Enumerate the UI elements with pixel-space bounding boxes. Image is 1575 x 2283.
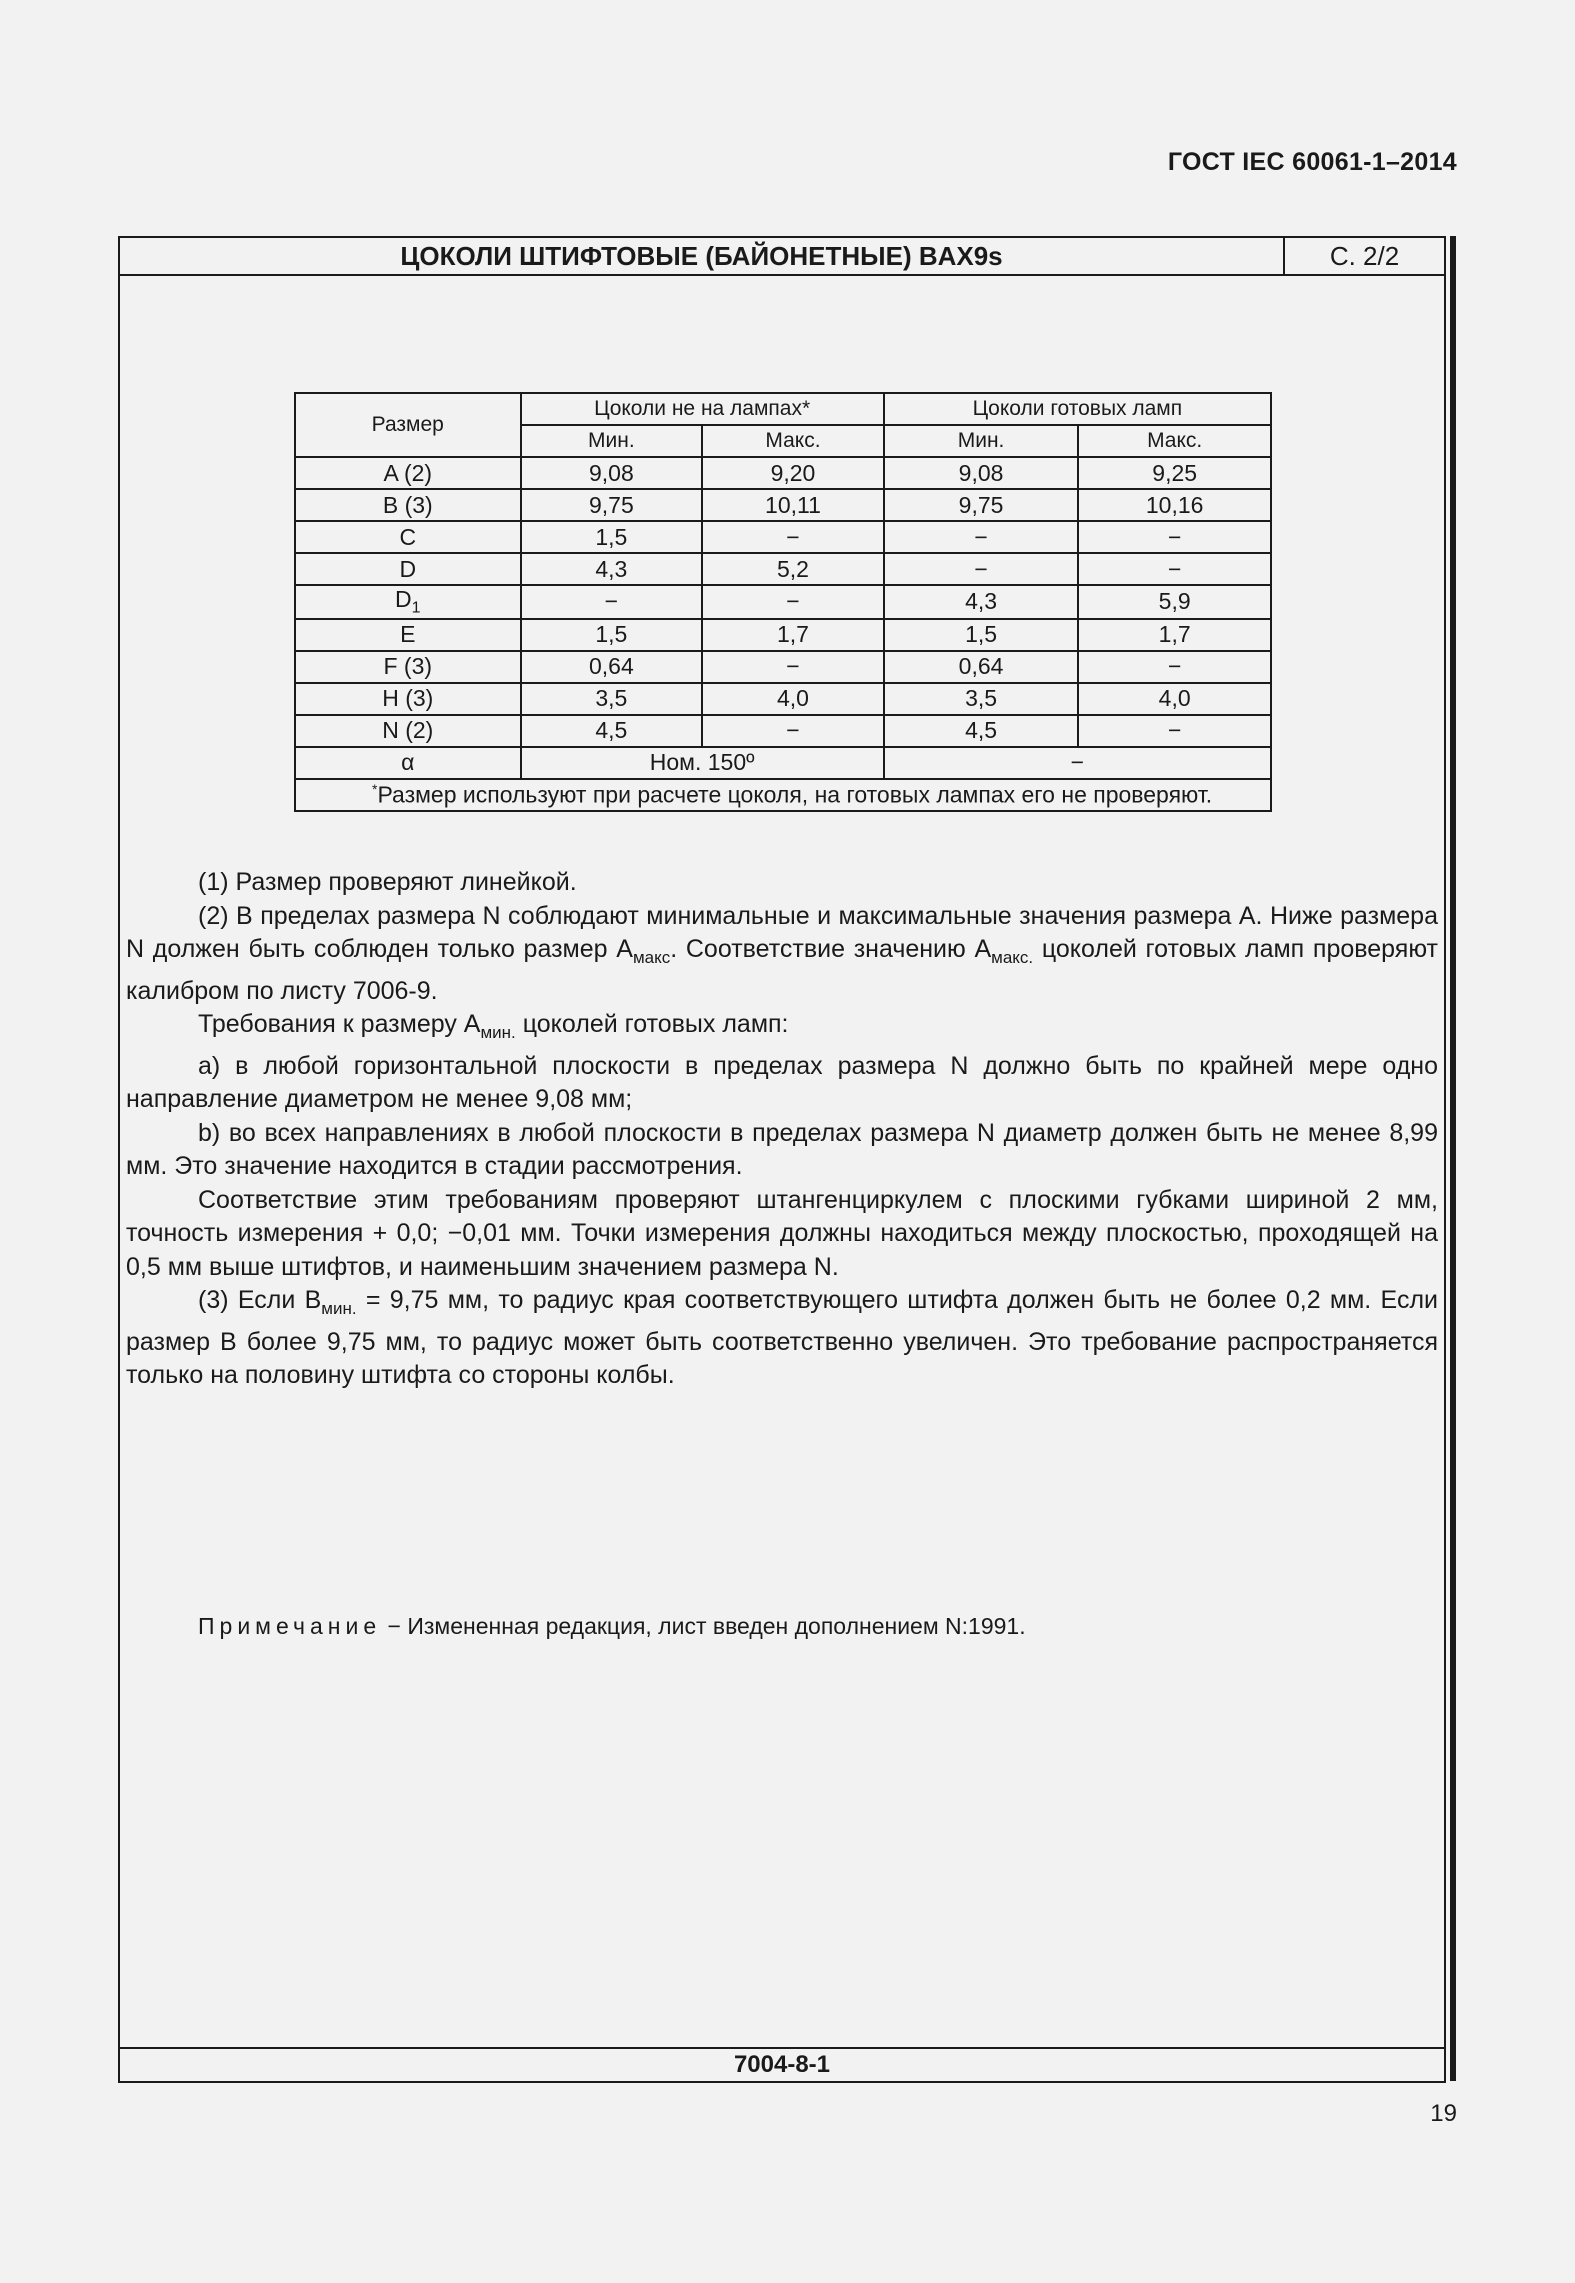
table-row: [295, 619, 1271, 651]
header-size: Размер: [295, 393, 521, 457]
sheet-footer-code: 7004-8-1: [120, 2047, 1444, 2081]
row-value: 9,08: [521, 457, 703, 489]
note-2: [126, 900, 1438, 1009]
table-row: [295, 457, 1271, 489]
note-7-text-a: (3) Если В: [198, 1286, 322, 1314]
table-footnote: [295, 779, 1271, 811]
row-value: −: [1078, 715, 1271, 747]
row-value: 4,3: [521, 553, 703, 585]
row-alpha-value-lamps: −: [884, 747, 1271, 779]
sheet-page-ref: С. 2/2: [1283, 238, 1444, 274]
note-3-text-a: Требования к размеру А: [198, 1010, 481, 1038]
row-value: 9,25: [1078, 457, 1271, 489]
note-4: а) в любой горизонтальной плоскости в пределах размера N должно быть по крайней мере одно направление диаметром не менее 9,08 мм;: [126, 1051, 1438, 1113]
row-value: 5,9: [1078, 585, 1271, 619]
note-7-text-b: = 9,75 мм, то радиус края соответствующего штифта должен быть не более 0,2 мм. Если размер В более 9,75 мм, то радиус может быть соответственно увеличен. Это требование распространяется только на половину штифта со стороны колбы.: [126, 1286, 1438, 1389]
table-row: [295, 521, 1271, 553]
row-name: C: [295, 521, 521, 553]
row-name: E: [295, 619, 521, 651]
row-value: 3,5: [521, 683, 703, 715]
row-value: 1,5: [521, 619, 703, 651]
remark-label: Примечание: [198, 1613, 382, 1639]
note-3-sub: мин.: [480, 1023, 516, 1042]
row-value: −: [1078, 553, 1271, 585]
row-name: $D_1$: [295, 585, 521, 619]
row-value: −: [884, 521, 1079, 553]
frame-edge: [1450, 236, 1456, 2081]
remark-text: − Измененная редакция, лист введен дополнением N:1991.: [381, 1613, 1026, 1639]
row-value: 9,08: [884, 457, 1079, 489]
dimensions-table: [294, 392, 1272, 812]
note-2-text-a: (2) В пределах размера N соблюдают минимальные и максимальные значения размера А. Ниже размера N должен быть соблюден только размер А: [126, 901, 1438, 963]
row-value: −: [702, 521, 884, 553]
note-3: [126, 1008, 1438, 1050]
row-value: 1,7: [1078, 619, 1271, 651]
header-max: Макс.: [1078, 425, 1271, 457]
table-row: [295, 651, 1271, 683]
row-value: 1,5: [884, 619, 1079, 651]
row-value: −: [1078, 521, 1271, 553]
table-body: [295, 457, 1271, 747]
header-group-bases: Цоколи не на лампах*: [521, 393, 884, 425]
footnote-mark: *: [372, 780, 378, 797]
footnote-text: Размер используют при расчете цоколя, на готовых лампах его не проверяют.: [377, 781, 1213, 808]
sheet-frame: [118, 236, 1446, 2083]
note-7-sub: мин.: [321, 1299, 357, 1318]
row-value: −: [884, 553, 1079, 585]
row-name: N (2): [295, 715, 521, 747]
row-value: −: [702, 585, 884, 619]
note-6: Соответствие этим требованиям проверяют штангенциркулем с плоскими губками шириной 2 мм, точность измерения + 0,0; −0,01 мм. Точки измерения должны находиться между плоскостью, проходящей на 0,5 мм выше штифтов, и наименьшим значением размера N.: [126, 1185, 1438, 1281]
row-alpha-name: α: [295, 747, 521, 779]
row-value: 1,5: [521, 521, 703, 553]
table-row: [295, 553, 1271, 585]
row-name: F (3): [295, 651, 521, 683]
notes-block: [126, 866, 1438, 1393]
note-2-sub-2: макс.: [991, 948, 1034, 967]
table-row: [295, 715, 1271, 747]
row-value: −: [521, 585, 703, 619]
sheet-title-bar: [120, 238, 1444, 276]
page-number: 19: [1430, 2100, 1457, 2127]
row-value: −: [702, 651, 884, 683]
header-min: Мин.: [521, 425, 703, 457]
note-5: b) во всех направлениях в любой плоскости в пределах размера N диаметр должен быть не менее 8,99 мм. Это значение находится в стадии рассмотрения.: [126, 1118, 1438, 1180]
row-name: H (3): [295, 683, 521, 715]
document-id: ГОСТ IEC 60061-1–2014: [1167, 148, 1457, 176]
note-2-text-c: цоколей готовых ламп проверяют калибром по листу 7006-9.: [126, 935, 1438, 1005]
remark: [198, 1613, 1026, 1640]
row-alpha-value-bases: Ном. 150º: [521, 747, 884, 779]
row-value: 3,5: [884, 683, 1079, 715]
row-name: D: [295, 553, 521, 585]
row-value: 4,0: [1078, 683, 1271, 715]
row-value: 1,7: [702, 619, 884, 651]
row-value: −: [1078, 651, 1271, 683]
header-min: Мин.: [884, 425, 1079, 457]
row-value: 9,75: [521, 489, 703, 521]
note-2-sub-1: макс: [632, 948, 671, 967]
row-value: 4,0: [702, 683, 884, 715]
sheet-title: ЦОКОЛИ ШТИФТОВЫЕ (БАЙОНЕТНЫЕ) BAX9s: [400, 241, 1003, 271]
row-value: 10,11: [702, 489, 884, 521]
row-value: 4,5: [884, 715, 1079, 747]
row-value: 10,16: [1078, 489, 1271, 521]
row-name: A (2): [295, 457, 521, 489]
note-3-text-b: цоколей готовых ламп:: [515, 1010, 789, 1038]
note-7: [126, 1284, 1438, 1393]
table-row: [295, 489, 1271, 521]
row-value: 5,2: [702, 553, 884, 585]
note-2-text-b: . Соответствие значению А: [670, 935, 992, 963]
table-row: [295, 585, 1271, 619]
row-value: 0,64: [521, 651, 703, 683]
row-value: −: [702, 715, 884, 747]
row-value: 4,5: [521, 715, 703, 747]
header-group-lamps: Цоколи готовых ламп: [884, 393, 1271, 425]
row-value: 9,20: [702, 457, 884, 489]
row-name: B (3): [295, 489, 521, 521]
row-value: 4,3: [884, 585, 1079, 619]
table-row: [295, 683, 1271, 715]
row-value: 9,75: [884, 489, 1079, 521]
row-value: 0,64: [884, 651, 1079, 683]
note-1: (1) Размер проверяют линейкой.: [198, 868, 577, 896]
header-max: Макс.: [702, 425, 884, 457]
